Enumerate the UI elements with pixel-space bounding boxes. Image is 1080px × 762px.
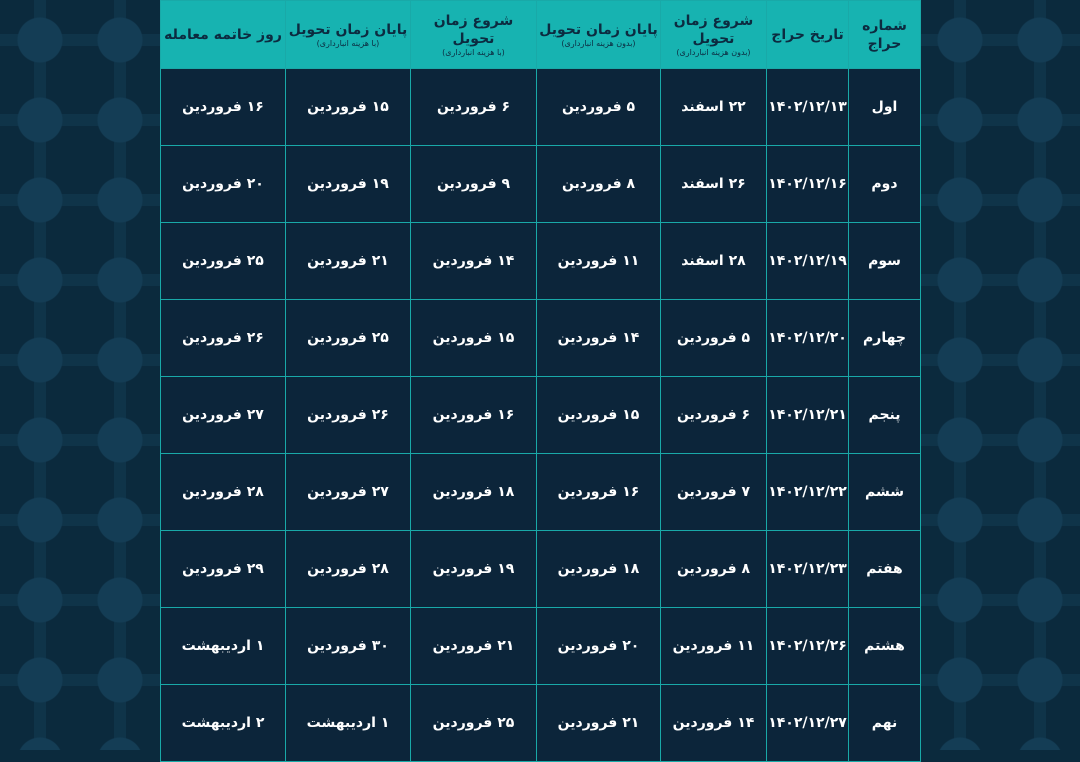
cell-delivery-end-free: ۲۱ فروردین	[537, 685, 661, 762]
cell-auction-number: چهارم	[849, 300, 921, 377]
cell-trade-end-day: ۲۰ فروردین	[161, 146, 286, 223]
cell-delivery-end-paid: ۳۰ فروردین	[286, 608, 411, 685]
cell-delivery-start-free: ۱۱ فروردین	[661, 608, 767, 685]
cell-auction-date: ۱۴۰۲/۱۲/۲۳	[767, 531, 849, 608]
header-delivery-end-paid: پایان زمان تحویل (با هزینه انبارداری)	[286, 1, 411, 69]
cell-delivery-end-free: ۵ فروردین	[537, 69, 661, 146]
cell-auction-date: ۱۴۰۲/۱۲/۲۰	[767, 300, 849, 377]
cell-auction-number: اول	[849, 69, 921, 146]
decorative-pattern-left	[0, 0, 160, 750]
cell-delivery-end-free: ۱۶ فروردین	[537, 454, 661, 531]
cell-delivery-end-free: ۱۵ فروردین	[537, 377, 661, 454]
cell-delivery-start-paid: ۹ فروردین	[411, 146, 537, 223]
cell-delivery-start-free: ۱۴ فروردین	[661, 685, 767, 762]
cell-delivery-start-free: ۵ فروردین	[661, 300, 767, 377]
cell-auction-date: ۱۴۰۲/۱۲/۲۷	[767, 685, 849, 762]
cell-delivery-start-paid: ۱۵ فروردین	[411, 300, 537, 377]
cell-delivery-start-paid: ۱۴ فروردین	[411, 223, 537, 300]
table-row	[161, 69, 921, 146]
cell-delivery-end-free: ۱۴ فروردین	[537, 300, 661, 377]
header-delivery-start-paid: شروع زمان تحویل (با هزینه انبارداری)	[411, 1, 537, 69]
cell-auction-number: نهم	[849, 685, 921, 762]
cell-trade-end-day: ۲ اردیبهشت	[161, 685, 286, 762]
header-delivery-start-free: شروع زمان تحویل (بدون هزینه انبارداری)	[661, 1, 767, 69]
cell-auction-date: ۱۴۰۲/۱۲/۲۲	[767, 454, 849, 531]
cell-trade-end-day: ۱۶ فروردین	[161, 69, 286, 146]
cell-trade-end-day: ۲۶ فروردین	[161, 300, 286, 377]
cell-auction-number: سوم	[849, 223, 921, 300]
cell-delivery-end-free: ۲۰ فروردین	[537, 608, 661, 685]
cell-delivery-end-paid: ۱۵ فروردین	[286, 69, 411, 146]
header-auction-number: شماره حراج	[849, 1, 921, 69]
cell-delivery-end-paid: ۲۶ فروردین	[286, 377, 411, 454]
header-trade-end-day: روز خاتمه معامله	[161, 1, 286, 69]
cell-delivery-start-paid: ۲۵ فروردین	[411, 685, 537, 762]
table-row	[161, 531, 921, 608]
cell-delivery-start-paid: ۱۶ فروردین	[411, 377, 537, 454]
cell-delivery-end-paid: ۲۱ فروردین	[286, 223, 411, 300]
cell-delivery-start-free: ۸ فروردین	[661, 531, 767, 608]
cell-delivery-start-free: ۲۸ اسفند	[661, 223, 767, 300]
table-row	[161, 300, 921, 377]
cell-auction-number: پنجم	[849, 377, 921, 454]
cell-auction-date: ۱۴۰۲/۱۲/۲۶	[767, 608, 849, 685]
cell-auction-number: ششم	[849, 454, 921, 531]
cell-delivery-start-paid: ۱۹ فروردین	[411, 531, 537, 608]
table-row	[161, 377, 921, 454]
table-row	[161, 608, 921, 685]
cell-delivery-end-paid: ۲۸ فروردین	[286, 531, 411, 608]
cell-auction-number: دوم	[849, 146, 921, 223]
decorative-pattern-right	[920, 0, 1080, 750]
table-row	[161, 146, 921, 223]
cell-trade-end-day: ۲۵ فروردین	[161, 223, 286, 300]
cell-delivery-end-paid: ۲۵ فروردین	[286, 300, 411, 377]
cell-delivery-end-paid: ۱ اردیبهشت	[286, 685, 411, 762]
cell-delivery-start-free: ۷ فروردین	[661, 454, 767, 531]
cell-delivery-end-free: ۸ فروردین	[537, 146, 661, 223]
header-auction-date: تاریخ حراج	[767, 1, 849, 69]
cell-delivery-start-free: ۶ فروردین	[661, 377, 767, 454]
cell-delivery-end-paid: ۲۷ فروردین	[286, 454, 411, 531]
cell-auction-date: ۱۴۰۲/۱۲/۲۱	[767, 377, 849, 454]
table-row	[161, 223, 921, 300]
table-row	[161, 454, 921, 531]
cell-auction-number: هشتم	[849, 608, 921, 685]
cell-auction-date: ۱۴۰۲/۱۲/۱۳	[767, 69, 849, 146]
cell-delivery-end-free: ۱۱ فروردین	[537, 223, 661, 300]
cell-trade-end-day: ۲۹ فروردین	[161, 531, 286, 608]
cell-trade-end-day: ۲۷ فروردین	[161, 377, 286, 454]
cell-delivery-start-paid: ۶ فروردین	[411, 69, 537, 146]
cell-delivery-end-free: ۱۸ فروردین	[537, 531, 661, 608]
cell-auction-number: هفتم	[849, 531, 921, 608]
cell-delivery-start-free: ۲۶ اسفند	[661, 146, 767, 223]
cell-delivery-start-free: ۲۲ اسفند	[661, 69, 767, 146]
cell-trade-end-day: ۲۸ فروردین	[161, 454, 286, 531]
auction-schedule	[160, 0, 920, 750]
cell-delivery-start-paid: ۲۱ فروردین	[411, 608, 537, 685]
table-header-row	[161, 1, 921, 69]
cell-delivery-start-paid: ۱۸ فروردین	[411, 454, 537, 531]
cell-auction-date: ۱۴۰۲/۱۲/۱۹	[767, 223, 849, 300]
cell-auction-date: ۱۴۰۲/۱۲/۱۶	[767, 146, 849, 223]
header-delivery-end-free: پایان زمان تحویل (بدون هزینه انبارداری)	[537, 1, 661, 69]
cell-delivery-end-paid: ۱۹ فروردین	[286, 146, 411, 223]
cell-trade-end-day: ۱ اردیبهشت	[161, 608, 286, 685]
auction-schedule-table	[160, 0, 921, 762]
